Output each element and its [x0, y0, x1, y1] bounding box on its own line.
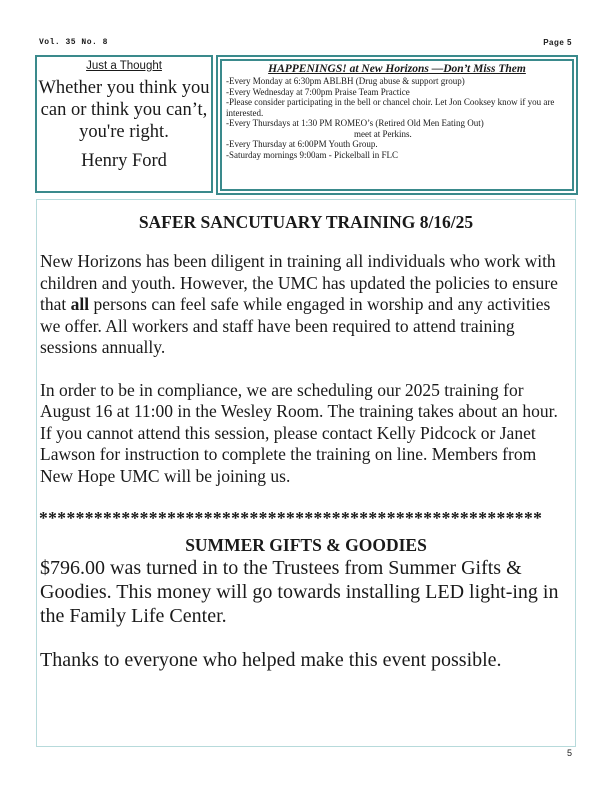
volume-label: Vol. 35 No. 8: [39, 38, 108, 47]
happenings-item: -Every Thursday at 6:00PM Youth Group.: [226, 139, 378, 149]
thought-author: Henry Ford: [81, 151, 167, 171]
thought-quote: Whether you think you can or think you can’t, you're right.: [38, 78, 210, 142]
thought-box: [35, 55, 213, 193]
happenings-item: -Every Wednesday at 7:00pm Praise Team Practice: [226, 86, 410, 97]
happenings-item: -Saturday mornings 9:00am - Pickelball in FLC: [226, 149, 398, 160]
summer-title: SUMMER GIFTS & GOODIES: [185, 535, 427, 555]
happenings-item: [226, 118, 568, 139]
safer-p1-bold: all: [70, 294, 90, 314]
safer-title: SAFER SANCUTUARY TRAINING 8/16/25: [138, 212, 474, 232]
safer-p1-text-a: New Horizons has been diligent in training all individuals who work with children and youth. However, the UMC has updated the policies to ensure that: [40, 251, 558, 314]
happenings-item: -Every Monday at 6:30pm ABLBH (Drug abuse & support group): [226, 76, 465, 86]
safer-paragraph-1: [37, 251, 575, 359]
safer-p1-text-b: persons can feel safe while engaged in worship and any activities we offer. All workers and staff have been required to attend training sessions annually.: [40, 294, 551, 357]
thought-title: Just a Thought: [86, 60, 162, 72]
summer-paragraph-1: $796.00 was turned in to the Trustees from Summer Gifts & Goodies. This money will go towards installing LED light-ing in the Family Life Center.: [40, 557, 559, 627]
main-content-box: [36, 199, 576, 747]
page-label: Page 5: [543, 38, 572, 47]
happenings-item-continuation: meet at Perkins.: [354, 128, 412, 139]
safer-paragraph-2: In order to be in compliance, we are scheduling our 2025 training for August 16 at 11:00 in the Wesley Room. The training takes about an hour. If you cannot attend this session, please contact Kelly Pidcock or Janet Lawson for instruction to complete the training on line. Members from New Hope UMC will be joining us.: [40, 379, 558, 486]
happenings-item-text: -Every Thursdays at 1:30 PM ROMEO’s (Retired Old Men Eating Out): [226, 118, 484, 128]
happenings-title: HAPPENINGS! at New Horizons —Don’t Miss Them: [268, 63, 526, 75]
happenings-item: -Please consider participating in the bell or chancel choir. Let Jon Cooksey know if you are interested.: [226, 97, 555, 118]
page-number: 5: [566, 748, 572, 758]
happenings-box: [216, 55, 578, 195]
summer-paragraph-2: Thanks to everyone who helped make this event possible.: [40, 649, 502, 671]
separator-stars: *******************************************************: [39, 508, 543, 528]
